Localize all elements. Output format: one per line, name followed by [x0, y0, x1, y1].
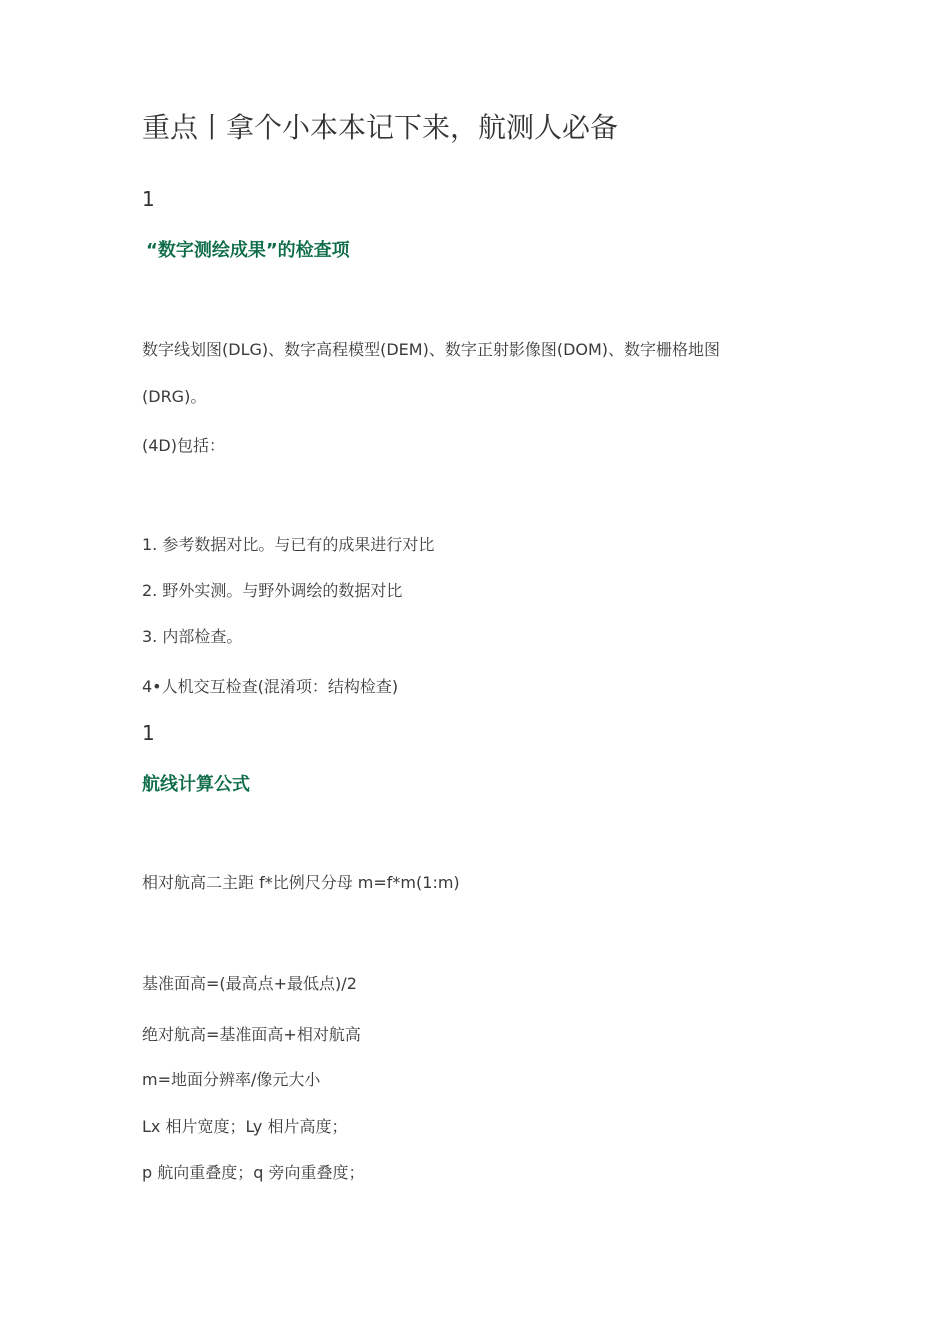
- formula-line: 绝对航高=基准面高+相对航高: [142, 1025, 361, 1044]
- list-item: 3. 内部检查。: [142, 627, 243, 646]
- formula-line: m=地面分辨率/像元大小: [142, 1070, 321, 1089]
- list-item: 1. 参考数据对比。与已有的成果进行对比: [142, 535, 435, 554]
- formula-line: 基准面高=(最高点+最低点)/2: [142, 974, 357, 993]
- formula-line: 相对航高二主距 f*比例尺分母 m=f*m(1:m): [142, 873, 460, 892]
- formula-line: Lx 相片宽度；Ly 相片高度；: [142, 1117, 348, 1136]
- section-1-heading: “数字测绘成果”的检查项: [146, 240, 350, 261]
- section-1-intro-line-1: 数字线划图(DLG)、数字高程模型(DEM)、数字正射影像图(DOM)、数字栅格地图: [142, 340, 721, 359]
- section-2-heading: 航线计算公式: [142, 774, 250, 795]
- list-item: 2. 野外实测。与野外调绘的数据对比: [142, 581, 403, 600]
- section-1-intro-line-2: (DRG)。: [142, 387, 207, 406]
- formula-line: p 航向重叠度；q 旁向重叠度；: [142, 1163, 365, 1182]
- document-title: 重点丨拿个小本本记下来，航测人必备: [142, 111, 619, 144]
- section-1-intro-line-3: (4D)包括：: [142, 436, 225, 455]
- section-2-number: 1: [142, 721, 155, 745]
- list-item: 4•人机交互检查(混淆项：结构检查): [142, 677, 399, 696]
- section-1-number: 1: [142, 187, 155, 211]
